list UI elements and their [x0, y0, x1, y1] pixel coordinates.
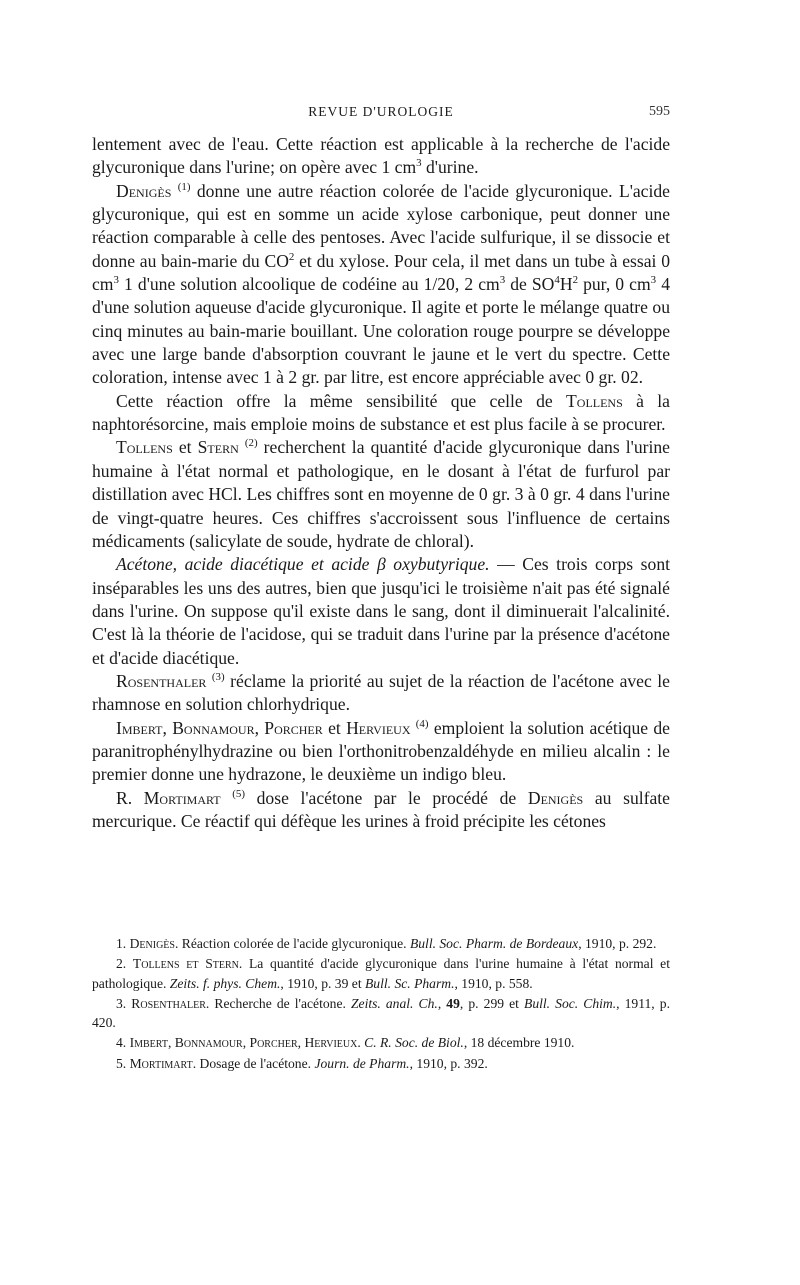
text-run: Cette réaction offre la même sensibilité que celle de: [116, 390, 567, 411]
footnote-2: [92, 954, 670, 993]
author-name: Hervieux: [346, 717, 411, 738]
paragraph-imbert: [92, 717, 670, 787]
running-title: REVUE D'UROLOGIE: [308, 104, 454, 119]
author-name: Tollens: [116, 437, 173, 458]
text-run: et du xylose. Pour cela, il met dans un tube à essai 0 cm: [92, 250, 670, 295]
author-name: Denigès: [527, 787, 584, 808]
superscript: 2: [288, 250, 295, 263]
text-run: ,: [254, 717, 265, 738]
text-run: de SO: [505, 274, 555, 295]
footnote-5: [92, 1054, 670, 1074]
text-run: dose l'acétone par le procédé de: [245, 787, 528, 808]
superscript: 4: [554, 274, 560, 287]
paragraph-mortimart: [92, 787, 670, 834]
footnote-text: , p. 299 et: [459, 995, 525, 1011]
main-text: [92, 133, 670, 833]
text-run: R.: [116, 787, 144, 808]
footnote-journal: Journ. de Pharm.: [314, 1055, 410, 1071]
footnote-text: , 1910, p. 292.: [578, 936, 657, 951]
footnote-author: Mortimart: [129, 1055, 193, 1071]
author-name: Mortimart: [143, 787, 221, 808]
text-run: et: [172, 437, 198, 458]
footnote-text: . Dosage de l'acétone.: [192, 1055, 315, 1071]
footnote-number: 2.: [116, 956, 133, 972]
text-run: 4 d'une solution aqueuse d'acide glycuronique. Il agite et porte le mélange quatre ou cinq minutes au bain-marie bouillant. Une coloration rouge pourpre se développe avec une large bande d'absorption couvrant le jaune et le vert du spectre. Cette coloration, intense avec 1 à 2 gr. par litre, est encore appréciable avec 0 gr. 02.: [92, 274, 670, 388]
superscript: 3: [416, 157, 422, 170]
paragraph-rosenthaler: [92, 670, 670, 717]
footnote-text: , 18 décembre 1910.: [463, 1035, 575, 1051]
footnote-text: ,: [437, 995, 447, 1011]
footnote-journal: Bull. Soc. Chim.: [524, 995, 617, 1011]
text-run: ,: [162, 717, 173, 738]
footnote-author: Imbert, Bonnamour, Porcher, Hervieux: [129, 1035, 358, 1051]
paragraph-continuation: [92, 133, 670, 180]
footnote-ref[interactable]: (1): [177, 180, 191, 193]
footnote-volume: 49: [446, 995, 460, 1011]
footnote-ref[interactable]: (5): [232, 787, 245, 800]
footnote-journal: Bull. Sc. Pharm.: [365, 975, 455, 991]
footnote-journal: Zeits. anal. Ch.: [350, 995, 438, 1011]
footnote-text: , 1910, p. 558.: [454, 975, 533, 991]
author-name: Rosenthaler: [116, 670, 207, 691]
superscript: 2: [572, 274, 579, 287]
footnote-author: Rosenthaler: [131, 995, 206, 1011]
text-run: 1 d'une solution alcoolique de codéine au 1/20, 2 cm: [118, 274, 500, 295]
text-run: et: [322, 717, 347, 738]
text-run: réclame la priorité au sujet de la réaction de l'acétone avec le rhamnose en solution chlorhydrique.: [92, 670, 670, 715]
footnote-text: . Réaction colorée de l'acide glycuronique.: [174, 936, 410, 951]
paragraph-acetone: [92, 553, 670, 670]
footnotes: [92, 934, 670, 1074]
paragraph-deniges: [92, 180, 670, 390]
footnote-text: . La quantité d'acide glycuronique dans l'urine humaine à l'état normal et pathologique.: [92, 956, 670, 991]
footnote-3: [92, 994, 670, 1033]
text-run: lentement avec de l'eau. Cette réaction est applicable à la recherche de l'acide glycuronique dans l'urine; on opère avec 1 cm: [92, 134, 670, 178]
paragraph-sensitivity: [92, 390, 670, 437]
author-name: Bonnamour: [172, 717, 255, 738]
author-name: Porcher: [264, 717, 323, 738]
text-run: emploient la solution acétique de paranitrophénylhydrazine ou bien l'orthonitrobenzaldéhyde en milieu alcalin : le premier donne une hydrazone, le deuxième un indigo bleu.: [92, 717, 670, 785]
superscript: 3: [113, 274, 119, 287]
footnote-4: [92, 1033, 670, 1053]
text-run: à la naphtorésorcine, mais emploie moins de substance et est plus facile à se procurer.: [92, 390, 670, 435]
page-number: 595: [649, 104, 670, 119]
footnote-ref[interactable]: (4): [415, 717, 429, 730]
footnote-text: , 1911, p. 420.: [92, 995, 670, 1031]
footnote-journal: Bull. Soc. Pharm. de Bordeaux: [409, 936, 579, 951]
paragraph-tollens-stern: [92, 436, 670, 553]
author-name: Imbert: [116, 717, 163, 738]
author-name: Tollens: [566, 390, 623, 411]
author-name: Denigès: [116, 180, 172, 201]
footnote-1: [92, 934, 670, 954]
footnote-number: 1.: [116, 936, 130, 951]
footnote-text: . Recherche de l'acétone.: [205, 995, 351, 1011]
superscript: 3: [499, 274, 506, 287]
footnote-text: .: [357, 1035, 365, 1051]
footnote-number: 3.: [116, 995, 132, 1011]
footnote-ref[interactable]: (2): [244, 437, 258, 450]
page-header: [92, 104, 670, 122]
text-run: H: [559, 274, 573, 295]
text-run: pur, 0 cm: [578, 274, 651, 295]
footnote-author: Tollens et Stern: [132, 956, 239, 972]
author-name: Stern: [197, 437, 239, 458]
text-run: recherchent la quantité d'acide glycuronique dans l'urine humaine à l'état normal et pathologique, en le dosant à l'état de furfurol par distillation avec HCl. Les chiffres sont en moyenne de 0 gr. 3 à 0 gr. 4 dans l'urine de vingt-quatre heures. Ces chiffres s'accroissent sous l'influence de certains médicaments (salicylate de soude, hydrate de chloral).: [92, 437, 670, 551]
section-title-italic: Acétone, acide diacétique et acide β oxybutyrique.: [116, 554, 490, 575]
footnote-number: 4.: [116, 1035, 130, 1051]
footnote-author: Denigès: [129, 936, 175, 951]
text-run: au sulfate mercurique. Ce réactif qui défèque les urines à froid précipite les cétones: [92, 787, 670, 831]
text-run: — Ces trois corps sont inséparables les uns des autres, bien que jusqu'ici le troisième n'ait pas été signalé dans l'urine. On suppose qu'il existe dans le sang, dont il diminuerait l'alcalinité. C'est là la théorie de l'acidose, qui se traduit dans l'urine par la présence d'acétone et d'acide diacétique.: [92, 554, 670, 668]
footnote-number: 5.: [116, 1055, 130, 1071]
superscript: 3: [650, 274, 657, 287]
footnote-journal: Zeits. f. phys. Chem.: [169, 975, 281, 991]
footnote-text: , 1910, p. 392.: [409, 1055, 488, 1071]
footnote-text: , 1910, p. 39 et: [280, 975, 365, 991]
text-run: donne une autre réaction colorée de l'acide glycuronique. L'acide glycuronique, qui est en somme un acide xylose carbonique, peut donner une réaction comparable à celle des pentoses. Avec l'acide sulfurique, il se dissocie et donne au bain-marie du CO: [92, 180, 670, 271]
footnote-journal: C. R. Soc. de Biol.: [364, 1035, 464, 1051]
text-run: d'urine.: [421, 157, 479, 178]
footnote-ref[interactable]: (3): [211, 671, 225, 684]
